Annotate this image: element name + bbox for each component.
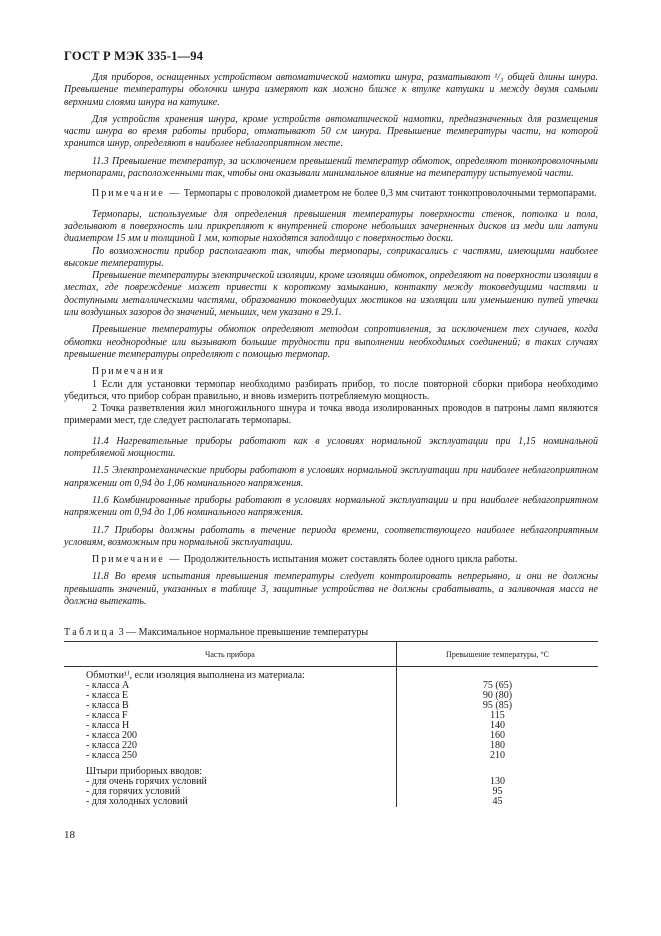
paragraph: Для устройств хранения шнура, кроме устройств автоматической намотки, предназначенных для размещения части шнура во время работы прибора, отматывают 50 см шнура. Превышение температуры части, на которой хранится шнур, определяют в наиболее неблагоприятном месте. <box>64 113 598 150</box>
paragraph: Превышение температуры электрической изоляции, кроме изоляции обмоток, определяют на поверхности изоляции в местах, где повреждение может привести к короткому замыканию, контакту между токоведущими частями и доступными металлическими частями, образованию токоведущих мостиков на изоляции или уменьшению путей утечки или воздушных зазоров до значений, меньших, чем указано в 29.1. <box>64 270 599 319</box>
table-caption <box>64 627 368 638</box>
table-caption-text: 3 — Максимальное нормальное превышение температуры <box>118 627 369 638</box>
table-cell: 115 <box>490 710 505 721</box>
table-cell: - класса 220 <box>64 741 397 751</box>
note-text: Продолжительность испытания может составлять более одного цикла работы. <box>183 554 518 566</box>
table-cell: 45 <box>492 796 503 807</box>
table-group-row <box>64 761 598 777</box>
table-row <box>64 701 598 711</box>
notes-heading: Примечания <box>92 366 165 378</box>
paragraph: Термопары, используемые для определения превышения температуры поверхности стенок, потолка и пола, заделывают в поверхность или прикрепляют к внутренней стороне небольших зачерненных дисков из меди или латуни диаметром 15 мм и толщиной 1 мм, которые находятся заподлицо с поверхностью доски. <box>64 208 598 245</box>
table-cell: 180 <box>490 740 505 751</box>
table-cell <box>397 667 599 682</box>
table-cell: Штыри приборных вводов: <box>64 761 397 777</box>
table-row <box>64 681 598 691</box>
table-cell: 160 <box>490 730 505 741</box>
paragraph-11-5: 11.5 Электромеханические приборы работают в условиях нормальной эксплуатации при наиболее неблагоприятном напряжении от 0,94 до 1,06 номинального напряжения. <box>64 465 598 489</box>
note <box>64 188 598 200</box>
table-cell: - класса 200 <box>64 731 397 741</box>
paragraph-11-3: 11.3 Превышение температур, за исключением превышений температур обмоток, определяют тонкопроволочными термопарами, расположенными так, чтобы они оказывали минимальное влияние на температуру испытуемой части. <box>64 155 598 180</box>
table-row <box>64 721 598 731</box>
table-row <box>64 691 598 701</box>
paragraph: Превышение температуры обмоток определяют методом сопротивления, за исключением тех случаев, когда обмотки неоднородные или вызывают большие трудности при выполнении необходимых соединений; в таких случаях превышение температуры определяют с помощью термопар. <box>64 324 598 360</box>
table-row <box>64 751 598 761</box>
paragraph-11-4: 11.4 Нагревательные приборы работают как в условиях нормальной эксплуатации при 1,15 номинальной потребляемой мощности. <box>64 435 598 460</box>
table-cell: 140 <box>490 720 505 731</box>
table-caption-label: Таблица <box>64 627 117 638</box>
table-cell <box>397 761 599 777</box>
table-row <box>64 711 598 721</box>
temperature-table <box>64 641 598 807</box>
table-cell: - для горячих условий <box>64 787 397 797</box>
document-body <box>64 72 598 608</box>
table-cell: 75 (65) <box>482 680 513 691</box>
note-item: 2 Точка разветвления жил многожильного шнура и точка ввода изолированных проводов в патроны ламп являются примерами мест, где следует располагать термопары. <box>64 403 598 427</box>
paragraph-11-6: 11.6 Комбинированные приборы работают в условиях нормальной эксплуатации и при наиболее неблагоприятном напряжении от 0,94 до 1,06 номинального напряжения. <box>64 494 598 519</box>
page-number: 18 <box>64 829 75 841</box>
table-cell: - класса В <box>64 701 397 711</box>
table-row <box>64 797 598 807</box>
table-cell: - класса 250 <box>64 751 397 761</box>
table-row <box>64 731 598 741</box>
table-cell: Обмотки¹⁾, если изоляция выполнена из материала: <box>64 667 397 682</box>
table-cell: - для холодных условий <box>64 797 397 807</box>
paragraph-11-8: 11.8 Во время испытания превышения температуры следует контролировать непрерывно, и они не должны превышать значений, указанных в таблице 3, защитные устройства не должны срабатывать, а заливочная масса не должна вытекать. <box>64 571 598 607</box>
table-group-row <box>64 667 598 682</box>
table-cell: - класса F <box>64 711 397 721</box>
note <box>64 554 598 566</box>
note-text: Термопары с проволокой диаметром не более 0,3 мм считают тонкопроволочными термопарами. <box>183 188 597 200</box>
table-cell: - класса Н <box>64 721 397 731</box>
table-cell: - класса Е <box>64 691 397 701</box>
standard-header: ГОСТ Р МЭК 335-1—94 <box>64 49 204 63</box>
table-row <box>64 741 598 751</box>
table-cell: 130 <box>490 776 505 787</box>
paragraph: По возможности прибор располагают так, чтобы термопары, соприкасались с частями, имеющими наиболее высокие температуры. <box>64 245 598 269</box>
table-cell: 90 (80) <box>482 690 513 701</box>
note-label: Примечание — <box>92 554 182 566</box>
table-cell: 95 <box>492 786 503 797</box>
table-cell: - класса А <box>64 681 397 691</box>
column-header: Превышение температуры, °С <box>397 642 599 667</box>
column-header: Часть прибора <box>64 642 397 667</box>
table-cell: - для очень горячих условий <box>64 777 397 787</box>
paragraph: Для приборов, оснащенных устройством автоматической намотки шнура, разматывают ¹/₃ общей длины шнура. Превышение температуры оболочки шнура измеряют как можно ближе к втулке катушки и между двумя самыми верхними слоями шнура на катушке. <box>64 72 598 108</box>
note-item: 1 Если для установки термопар необходимо разбирать прибор, то после повторной сборки прибора необходимо убедиться, что прибор собран правильно, и вновь измерить потребляемую мощность. <box>64 378 598 402</box>
paragraph-11-7: 11.7 Приборы должны работать в течение периода времени, соответствующего наиболее неблагоприятным условиям, возможным при нормальной эксплуатации. <box>64 524 598 548</box>
table-cell: 210 <box>490 750 505 761</box>
table-cell: 95 (85) <box>482 700 513 711</box>
note-label: Примечание — <box>92 188 182 200</box>
